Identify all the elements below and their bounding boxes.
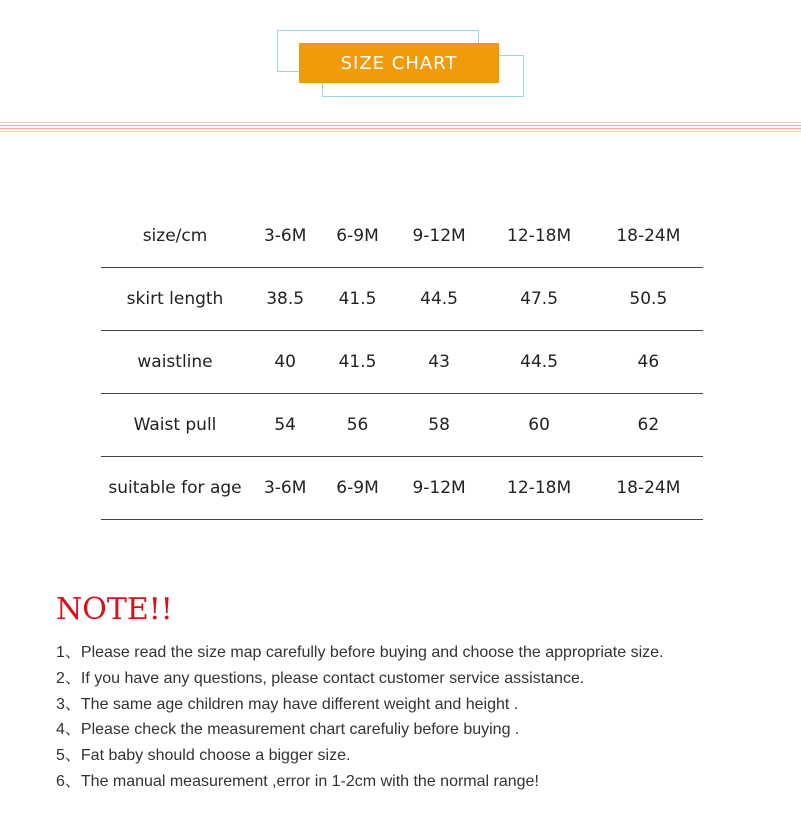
table-cell: 43: [394, 331, 485, 394]
table-cell: 44.5: [394, 268, 485, 331]
table-cell: 54: [249, 394, 321, 457]
note-title: NOTE!!: [56, 592, 173, 627]
list-item: [56, 668, 663, 694]
list-item: [56, 642, 663, 668]
table-cell: 3-6M: [249, 457, 321, 520]
stripe-line: [0, 122, 801, 123]
table-row: [101, 394, 703, 457]
table-cell: 12-18M: [484, 457, 593, 520]
table-cell: 46: [594, 331, 703, 394]
stripe-line: [0, 131, 801, 132]
column-header: 6-9M: [321, 205, 393, 268]
note-text: The same age children may have different weight and height .: [80, 695, 519, 713]
note-text: The manual measurement ,error in 1-2cm with the normal range!: [80, 772, 539, 790]
table-cell: 41.5: [321, 331, 393, 394]
note-number: 6、: [56, 772, 81, 790]
note-number: 3、: [56, 695, 81, 713]
note-number: 2、: [56, 669, 81, 687]
table-cell: 56: [321, 394, 393, 457]
stripe-line: [0, 125, 801, 126]
table-cell: 58: [394, 394, 485, 457]
row-label: suitable for age: [101, 457, 249, 520]
list-item: [56, 719, 663, 745]
row-label: Waist pull: [101, 394, 249, 457]
note-number: 4、: [56, 721, 81, 739]
note-number: 1、: [56, 644, 81, 661]
note-text: Please check the measurement chart carefuliy before buying .: [80, 721, 520, 739]
size-chart-badge: SIZE CHART: [299, 43, 499, 83]
column-header: 12-18M: [484, 205, 593, 268]
note-text: Fat baby should choose a bigger size.: [80, 747, 351, 765]
row-label: waistline: [101, 331, 249, 394]
column-header: size/cm: [101, 205, 249, 268]
table-cell: 50.5: [594, 268, 703, 331]
row-label: skirt length: [101, 268, 249, 331]
table-cell: 18-24M: [594, 457, 703, 520]
table-cell: 41.5: [321, 268, 393, 331]
table-cell: 38.5: [249, 268, 321, 331]
decorative-stripes: [0, 122, 801, 134]
list-item: [56, 745, 663, 771]
table-cell: 44.5: [484, 331, 593, 394]
header-banner: [0, 0, 801, 120]
table-cell: 9-12M: [394, 457, 485, 520]
column-header: 3-6M: [249, 205, 321, 268]
table-row: [101, 331, 703, 394]
table-row: [101, 457, 703, 520]
column-header: 9-12M: [394, 205, 485, 268]
table-row: [101, 268, 703, 331]
note-text: If you have any questions, please contact customer service assistance.: [80, 669, 585, 687]
table-cell: 47.5: [484, 268, 593, 331]
table-cell: 6-9M: [321, 457, 393, 520]
note-text: Please read the size map carefully before buying and choose the appropriate size.: [80, 644, 664, 661]
note-number: 5、: [56, 747, 81, 765]
table-header-row: [101, 205, 703, 268]
column-header: 18-24M: [594, 205, 703, 268]
table-cell: 60: [484, 394, 593, 457]
list-item: [56, 694, 663, 720]
list-item: [56, 771, 663, 797]
stripe-line: [0, 128, 801, 129]
notes-list: [56, 642, 663, 797]
table-cell: 40: [249, 331, 321, 394]
table-cell: 62: [594, 394, 703, 457]
size-table: [101, 205, 703, 520]
